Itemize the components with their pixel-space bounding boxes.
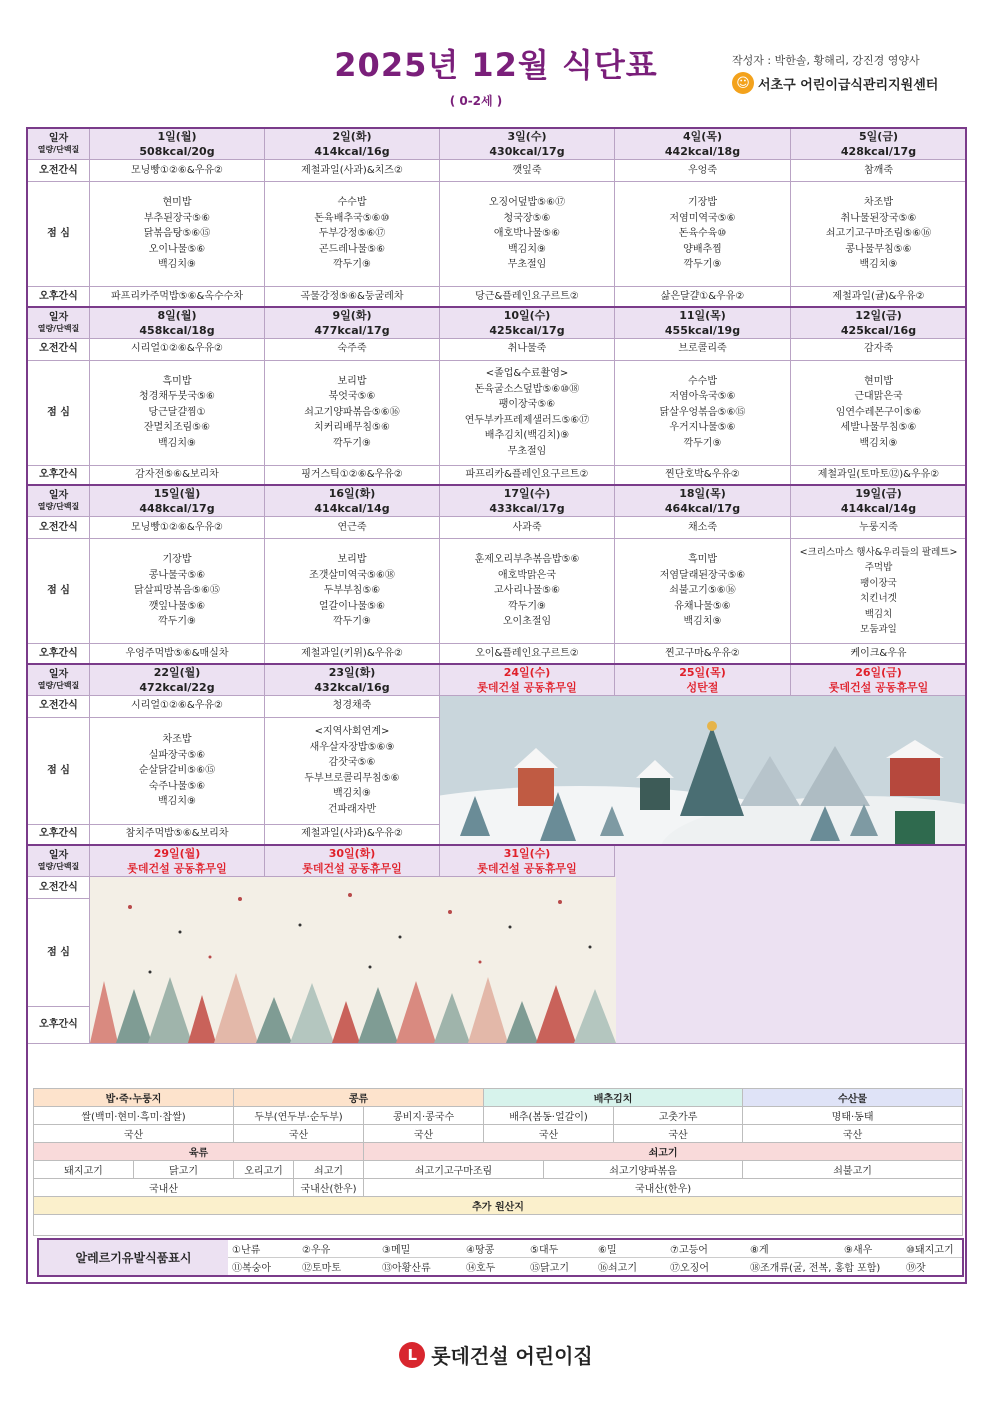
origin-item: 쇠고기 xyxy=(294,1161,364,1179)
lunch-label: 점 심 xyxy=(28,899,90,1007)
date-label: 일자 열량/단백질 xyxy=(28,664,90,696)
origin-country: 국내산(한우) xyxy=(294,1179,364,1197)
am-label: 오전간식 xyxy=(28,876,90,899)
am-snack: 사과죽 xyxy=(440,517,615,539)
origin-item: 쇠불고기 xyxy=(743,1161,963,1179)
lunch-menu: 차조밥 실파장국⑤⑥ 순살닭갈비⑤⑥⑮ 숙주나물⑤⑥ 백김치⑨ xyxy=(90,717,265,824)
allergen: ⑲잣 xyxy=(902,1258,963,1277)
day-cell: 19일(금) 414kcal/14g xyxy=(791,485,967,517)
smile-icon: ☺ xyxy=(732,72,754,94)
pm-snack: 찐고구마&우유② xyxy=(615,644,791,664)
pm-snack: 파프리카주먹밥⑤⑥&옥수수차 xyxy=(90,287,265,307)
day-cell-holiday: 25일(목) 성탄절 xyxy=(615,664,791,696)
day-cell: 4일(목) 442kcal/18g xyxy=(615,129,791,160)
allergen: ⑪복숭아 xyxy=(228,1258,298,1277)
allergen: ⑦고등어 xyxy=(666,1239,746,1258)
am-snack: 청경채죽 xyxy=(265,695,440,717)
page-subtitle: ( 0-2세 ) xyxy=(449,94,503,108)
allergen: ④땅콩 xyxy=(462,1239,526,1258)
pm-snack: 제철과일(귤)&우유② xyxy=(791,287,967,307)
day-cell-holiday: 29일(월) 롯데건설 공동휴무일 xyxy=(90,845,265,877)
origin-header-grain: 밥·죽·누룽지 xyxy=(34,1089,234,1107)
origin-item: 돼지고기 xyxy=(34,1161,134,1179)
day-cell: 9일(화) 477kcal/17g xyxy=(265,307,440,339)
allergen: ⑱조개류(굴, 전복, 홍합 포함) xyxy=(746,1258,902,1277)
day-cell: 3일(수) 430kcal/17g xyxy=(440,129,615,160)
origin-item: 배추(봄동·얼갈이) xyxy=(484,1107,614,1125)
lunch-menu: <크리스마스 행사&우리들의 팔레트> 주먹밥 팽이장국 치킨너겟 백김치 모둠과일 xyxy=(791,539,967,644)
pm-label: 오후간식 xyxy=(28,1006,90,1043)
day-cell: 8일(월) 458kcal/18g xyxy=(90,307,265,339)
am-snack: 깻잎죽 xyxy=(440,160,615,182)
origin-extra-empty xyxy=(34,1215,963,1236)
pm-snack: 참치주먹밥⑤⑥&보리차 xyxy=(90,824,265,844)
pm-snack: 파프리카&플레인요구르트② xyxy=(440,465,615,485)
lunch-menu: <지역사회연계> 새우살자장밥⑤⑥⑨ 감잣국⑤⑥ 두부브로콜리무침⑤⑥ 백김치⑨ 건파래자반 xyxy=(265,717,440,824)
am-label: 오전간식 xyxy=(28,160,90,182)
date-label: 일자 열량/단백질 xyxy=(28,845,90,877)
origin-country: 국산 xyxy=(234,1125,364,1143)
origin-item: 고춧가루 xyxy=(614,1107,743,1125)
pm-label: 오후간식 xyxy=(28,465,90,485)
pm-snack: 곡물강정⑤⑥&둥굴레차 xyxy=(265,287,440,307)
allergen: ⑰오징어 xyxy=(666,1258,746,1277)
origin-header-kimchi: 배추김치 xyxy=(484,1089,743,1107)
lunch-menu: 현미밥 근대맑은국 임연수레몬구이⑤⑥ 세발나물무침⑤⑥ 백김치⑨ xyxy=(791,360,967,465)
day-cell: 12일(금) 425kcal/16g xyxy=(791,307,967,339)
am-snack: 시리얼①②⑥&우유② xyxy=(90,695,265,717)
pm-snack: 제철과일(토마토⑫)&우유② xyxy=(791,465,967,485)
origin-item: 명태·동태 xyxy=(743,1107,963,1125)
lunch-menu: 기장밥 저염미역국⑤⑥ 돈육수육⑩ 양배추찜 깍두기⑨ xyxy=(615,182,791,287)
allergen: ⑨새우 xyxy=(840,1239,902,1258)
day-cell: 11일(목) 455kcal/19g xyxy=(615,307,791,339)
am-snack: 누룽지죽 xyxy=(791,517,967,539)
origin-country: 국내산 xyxy=(34,1179,294,1197)
origin-country: 국산 xyxy=(484,1125,614,1143)
allergy-table xyxy=(37,1238,964,1277)
origin-country: 국산 xyxy=(743,1125,963,1143)
day-cell: 16일(화) 414kcal/14g xyxy=(265,485,440,517)
footer xyxy=(0,1340,992,1369)
pm-snack: 우엉주먹밥⑤⑥&매실차 xyxy=(90,644,265,664)
am-snack: 모닝빵①②⑥&우유② xyxy=(90,517,265,539)
origin-table xyxy=(33,1088,963,1236)
date-label: 일자 열량/단백질 xyxy=(28,129,90,160)
lunch-menu: 흑미밥 청경채두붓국⑤⑥ 당근달걀찜① 잔멸치조림⑤⑥ 백김치⑨ xyxy=(90,360,265,465)
lunch-menu: <졸업&수료촬영> 돈육굴소스덮밥⑤⑥⑩⑱ 팽이장국⑤⑥ 연두부카프레제샐러드⑤⑥⑰ 배추김치(백김치)⑨ 무초절임 xyxy=(440,360,615,465)
lunch-menu: 보리밥 북엇국⑤⑥ 쇠고기양파볶음⑤⑥⑯ 치커리배무침⑤⑥ 깍두기⑨ xyxy=(265,360,440,465)
am-snack: 제철과일(사과)&치즈② xyxy=(265,160,440,182)
origin-item: 오리고기 xyxy=(234,1161,294,1179)
allergen: ⑭호두 xyxy=(462,1258,526,1277)
lunch-label: 점 심 xyxy=(28,717,90,824)
allergen: ②우유 xyxy=(298,1239,378,1258)
center-name: 서초구 어린이급식관리지원센터 xyxy=(758,77,939,93)
lunch-menu: 흑미밥 저염달래된장국⑤⑥ 쇠불고기⑤⑥⑯ 유채나물⑤⑥ 백김치⑨ xyxy=(615,539,791,644)
pm-snack: 제철과일(키위)&우유② xyxy=(265,644,440,664)
am-snack: 숙주죽 xyxy=(265,338,440,360)
allergen: ⑯쇠고기 xyxy=(594,1258,666,1277)
origin-item: 쇠고기고구마조림 xyxy=(364,1161,544,1179)
day-cell-holiday: 24일(수) 롯데건설 공동휴무일 xyxy=(440,664,615,696)
allergen: ⑫토마토 xyxy=(298,1258,378,1277)
lunch-menu: 수수밥 저염아욱국⑤⑥ 닭살우엉볶음⑤⑥⑮ 우거지나물⑤⑥ 깍두기⑨ xyxy=(615,360,791,465)
origin-item: 닭고기 xyxy=(134,1161,234,1179)
pm-label: 오후간식 xyxy=(28,287,90,307)
lunch-menu: 수수밥 돈육배추국⑤⑥⑩ 두부강정⑤⑥⑰ 곤드레나물⑤⑥ 깍두기⑨ xyxy=(265,182,440,287)
am-label: 오전간식 xyxy=(28,517,90,539)
am-label: 오전간식 xyxy=(28,338,90,360)
origin-header-extra: 추가 원산지 xyxy=(34,1197,963,1215)
pm-snack: 케이크&우유 xyxy=(791,644,967,664)
lunch-menu: 보리밥 조갯살미역국⑤⑥⑱ 두부부침⑤⑥ 얼갈이나물⑤⑥ 깍두기⑨ xyxy=(265,539,440,644)
lunch-menu: 훈제오리부추볶음밥⑤⑥ 애호박맑은국 고사리나물⑤⑥ 깍두기⑨ 오이초절임 xyxy=(440,539,615,644)
allergen: ⑮닭고기 xyxy=(526,1258,594,1277)
pm-snack: 감자전⑤⑥&보리차 xyxy=(90,465,265,485)
origin-header-bean: 콩류 xyxy=(234,1089,484,1107)
center-info xyxy=(732,72,938,94)
date-label: 일자 열량/단백질 xyxy=(28,307,90,339)
pm-snack: 당근&플레인요구르트② xyxy=(440,287,615,307)
footer-name: 롯데건설 어린이집 xyxy=(431,1344,593,1368)
pm-snack: 핑거스틱①②⑥&우유② xyxy=(265,465,440,485)
origin-item: 콩비지·콩국수 xyxy=(364,1107,484,1125)
lunch-menu: 기장밥 콩나물국⑤⑥ 닭살피망볶음⑤⑥⑮ 깻잎나물⑤⑥ 깍두기⑨ xyxy=(90,539,265,644)
am-snack: 채소죽 xyxy=(615,517,791,539)
lunch-menu: 오징어덮밥⑤⑥⑰ 청국장⑤⑥ 애호박나물⑤⑥ 백김치⑨ 무초절임 xyxy=(440,182,615,287)
allergen: ③메밀 xyxy=(378,1239,462,1258)
am-snack: 시리얼①②⑥&우유② xyxy=(90,338,265,360)
page-title: 2025년 12월 식단표 xyxy=(334,46,658,84)
origin-country: 국산 xyxy=(34,1125,234,1143)
am-snack: 참깨죽 xyxy=(791,160,967,182)
date-label: 일자 열량/단백질 xyxy=(28,485,90,517)
origin-header-beef: 쇠고기 xyxy=(364,1143,963,1161)
allergen: ⑧게 xyxy=(746,1239,840,1258)
origin-country: 국산 xyxy=(364,1125,484,1143)
lotte-logo-icon: L xyxy=(399,1342,425,1368)
pm-label: 오후간식 xyxy=(28,644,90,664)
pm-snack: 삶은달걀①&우유② xyxy=(615,287,791,307)
day-cell-holiday: 26일(금) 롯데건설 공동휴무일 xyxy=(791,664,967,696)
allergen: ⑬아황산류 xyxy=(378,1258,462,1277)
day-cell: 10일(수) 425kcal/17g xyxy=(440,307,615,339)
allergen: ⑩돼지고기 xyxy=(902,1239,963,1258)
day-cell-holiday: 30일(화) 롯데건설 공동휴무일 xyxy=(265,845,440,877)
day-cell: 2일(화) 414kcal/16g xyxy=(265,129,440,160)
am-snack: 우엉죽 xyxy=(615,160,791,182)
am-snack: 감자죽 xyxy=(791,338,967,360)
lunch-label: 점 심 xyxy=(28,360,90,465)
origin-header-seafood: 수산물 xyxy=(743,1089,963,1107)
origin-item: 쌀(백미·현미·흑미·찹쌀) xyxy=(34,1107,234,1125)
day-cell-holiday: 31일(수) 롯데건설 공동휴무일 xyxy=(440,845,615,877)
pm-label: 오후간식 xyxy=(28,824,90,844)
am-snack: 브로콜리죽 xyxy=(615,338,791,360)
allergen: ①난류 xyxy=(228,1239,298,1258)
lunch-label: 점 심 xyxy=(28,539,90,644)
allergy-label: 알레르기유발식품표시 xyxy=(38,1239,228,1276)
origin-country: 국내산(한우) xyxy=(364,1179,963,1197)
authors: 작성자 : 박한솔, 황해리, 강진경 영양사 xyxy=(732,54,920,67)
origin-header-meat: 육류 xyxy=(34,1143,364,1161)
day-cell: 23일(화) 432kcal/16g xyxy=(265,664,440,696)
pm-snack: 제철과일(사과)&우유② xyxy=(265,824,440,844)
day-cell: 1일(월) 508kcal/20g xyxy=(90,129,265,160)
allergen: ⑥밀 xyxy=(594,1239,666,1258)
lunch-menu: 현미밥 부추된장국⑤⑥ 닭볶음탕⑤⑥⑮ 오이나물⑤⑥ 백김치⑨ xyxy=(90,182,265,287)
lunch-label: 점 심 xyxy=(28,182,90,287)
pm-snack: 찐단호박&우유② xyxy=(615,465,791,485)
lunch-menu: 차조밥 취나물된장국⑤⑥ 쇠고기고구마조림⑤⑥⑯ 콩나물무침⑤⑥ 백김치⑨ xyxy=(791,182,967,287)
allergen: ⑤대두 xyxy=(526,1239,594,1258)
am-snack: 취나물죽 xyxy=(440,338,615,360)
am-label: 오전간식 xyxy=(28,695,90,717)
day-cell: 18일(목) 464kcal/17g xyxy=(615,485,791,517)
origin-item: 두부(연두부·순두부) xyxy=(234,1107,364,1125)
day-cell: 17일(수) 433kcal/17g xyxy=(440,485,615,517)
pm-snack: 오이&플레인요구르트② xyxy=(440,644,615,664)
day-cell: 22일(월) 472kcal/22g xyxy=(90,664,265,696)
am-snack: 연근죽 xyxy=(265,517,440,539)
origin-item: 쇠고기양파볶음 xyxy=(544,1161,743,1179)
day-cell: 15일(월) 448kcal/17g xyxy=(90,485,265,517)
day-cell: 5일(금) 428kcal/17g xyxy=(791,129,967,160)
origin-country: 국산 xyxy=(614,1125,743,1143)
am-snack: 모닝빵①②⑥&우유② xyxy=(90,160,265,182)
